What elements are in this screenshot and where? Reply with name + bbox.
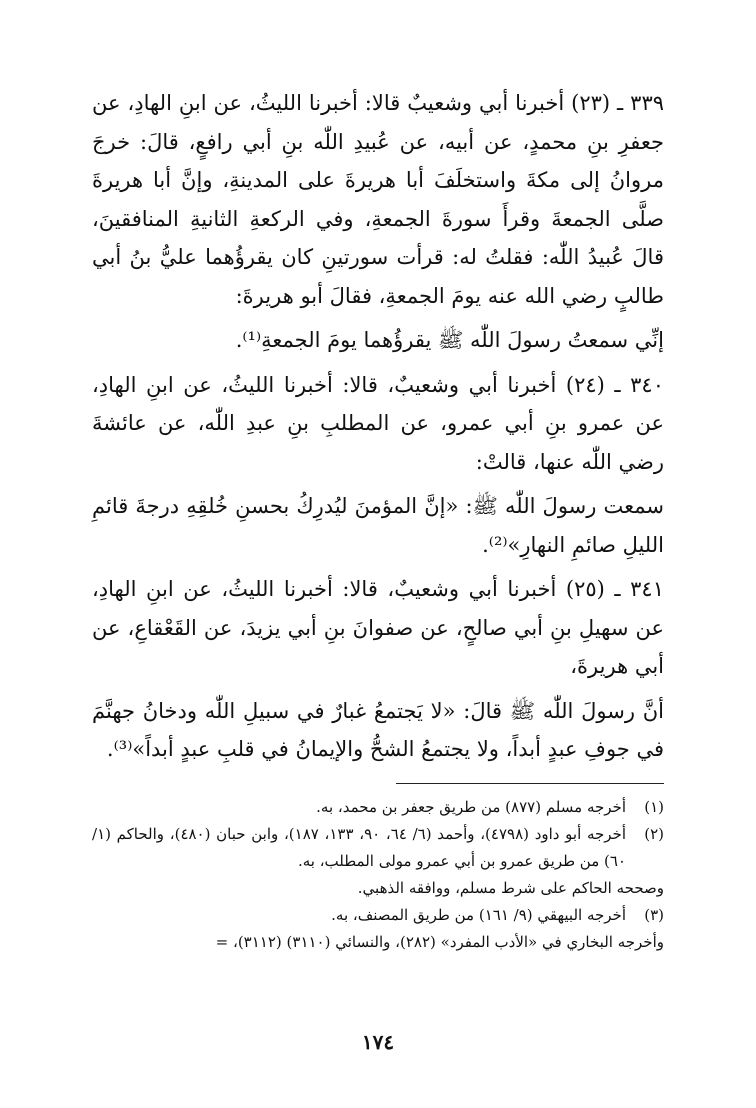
- footnote-3: [92, 902, 664, 929]
- footnote-text: أخرجه أبو داود (٤٧٩٨)، وأحمد (٦/ ٦٤، ٩٠، ١٣٣، ١٨٧)، وابن حبان (٤٨٠)، والحاكم (١/ ٦٠) من طريق عمرو بن أبي عمرو مولى المطلب، به.: [92, 825, 626, 870]
- footnote-2: [92, 821, 664, 875]
- footnote-divider: [396, 783, 664, 784]
- footnote-text: أخرجه البيهقي (٩/ ١٦١) من طريق المصنف، به.: [331, 906, 626, 924]
- main-text: [92, 84, 664, 769]
- footnote-1: [92, 794, 664, 821]
- page-number: ١٧٤: [361, 1030, 395, 1054]
- footnote-3-continued: وأخرجه البخاري في «الأدب المفرد» (٢٨٢)، والنسائي (٣١١٠) (٣١١٢)، =: [215, 933, 664, 951]
- footnote-number: (٣): [644, 906, 664, 924]
- hadith-340-chain: ٣٤٠ ـ (٢٤) أخبرنا أبي وشعيبٌ، قالا: أخبرنا الليثُ، عن ابنِ الهادِ، عن عمرو بنِ أبي عمرو، عن المطلبِ بنِ عبدِ اللّٰه، عن عائشةَ رضي اللّٰه عنها، قالتْ:: [92, 372, 664, 474]
- footnote-number: (١): [644, 798, 664, 816]
- hadith-340-matn: سمعت رسولَ اللّٰه ﷺ: «إنَّ المؤمنَ ليُدرِكُ بحسنِ خُلقِهِ درجةَ قائمِ الليلِ صائمِ النهارِ»⁽²⁾.: [92, 494, 664, 557]
- footnote-number: (٢): [644, 825, 664, 843]
- hadith-339-matn: إنِّي سمعتُ رسولَ اللّٰه ﷺ يقرؤُهما يومَ الجمعةِ⁽¹⁾.: [235, 328, 664, 352]
- hadith-341-chain: ٣٤١ ـ (٢٥) أخبرنا أبي وشعيبٌ، قالا: أخبرنا الليثُ، عن ابنِ الهادِ، عن سهيلِ بنِ أبي صالحٍ، عن صفوانَ بنِ أبي يزيدَ، عن القَعْقاعِ، عن أبي هريرةَ،: [92, 577, 664, 678]
- footnotes: [92, 794, 664, 956]
- hadith-341-matn: أنَّ رسولَ اللّٰه ﷺ قالَ: «لا يَجتمعُ غبارٌ في سبيلِ اللّٰه ودخانُ جهنَّمَ في جوفِ عبدٍ أبداً، ولا يجتمعُ الشحُّ والإيمانُ في قلبِ عبدٍ أبداً»⁽³⁾.: [92, 698, 664, 761]
- footnote-2-continued: وصححه الحاكم على شرط مسلم، ووافقه الذهبي.: [357, 879, 664, 897]
- hadith-339-chain: ٣٣٩ ـ (٢٣) أخبرنا أبي وشعيبٌ قالا: أخبرنا الليثُ، عن ابنِ الهادِ، عن جعفرِ بنِ محمدٍ، عن أبيه، عن عُبيدِ اللّٰه بنِ أبي رافعٍ، قالَ: خرجَ مروانُ إلى مكةَ واستخلَفَ أبا هريرةَ على المدينةِ، وإنَّ أبا هريرةَ صلَّى الجمعةَ وقرأَ سورةَ الجمعةِ، وفي الركعةِ الثانيةِ المنافقينَ، قالَ عُبيدُ اللّٰه: فقلتُ له: قرأت سورتينِ كان يقرؤُهما عليُّ بنُ أبي طالبٍ رضي الله عنه يومَ الجمعةِ، فقالَ أبو هريرةَ:: [92, 91, 665, 308]
- footnote-text: أخرجه مسلم (٨٧٧) من طريق جعفر بن محمد، به.: [316, 798, 626, 816]
